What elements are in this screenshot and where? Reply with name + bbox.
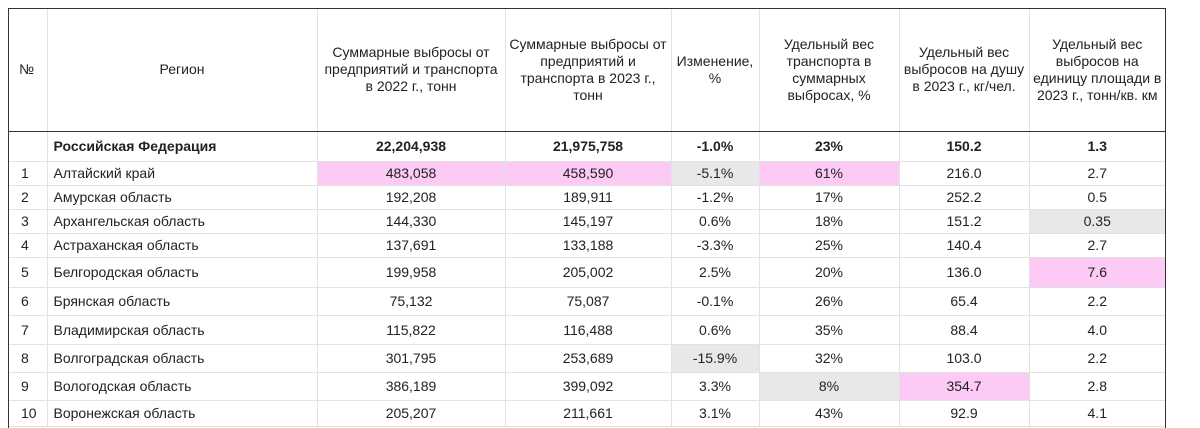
header-per-area: Удельный вес выбросов на единицу площади в 2023 г., тонн/кв. км	[1029, 9, 1165, 131]
cell-emissions-2023: 458,590	[505, 161, 671, 185]
cell-emissions-2022: 386,189	[317, 372, 505, 400]
cell-num: 6	[9, 287, 47, 315]
cell-per-area: 2.2	[1029, 287, 1165, 315]
cell-region: Волгоградская область	[47, 344, 317, 372]
cell-emissions-2023: 116,488	[505, 315, 671, 344]
cell-num: 9	[9, 372, 47, 400]
header-region: Регион	[47, 9, 317, 131]
table-row	[9, 315, 1165, 344]
header-change: Изменение, %	[671, 9, 759, 131]
total-region: Российская Федерация	[47, 131, 317, 161]
cell-emissions-2023: 253,689	[505, 344, 671, 372]
cell-change: 3.3%	[671, 372, 759, 400]
cell-change: -0.1%	[671, 287, 759, 315]
cell-emissions-2023: 211,661	[505, 400, 671, 426]
table-row	[9, 185, 1165, 209]
cell-per-capita: 216.0	[899, 161, 1029, 185]
cell-change: 3.1%	[671, 400, 759, 426]
cell-num: 8	[9, 344, 47, 372]
cell-per-capita: 140.4	[899, 233, 1029, 257]
cell-region: Владимирская область	[47, 315, 317, 344]
table-row	[9, 233, 1165, 257]
cell-region: Алтайский край	[47, 161, 317, 185]
cell-per-area: 2.2	[1029, 344, 1165, 372]
cell-per-capita: 354.7	[899, 372, 1029, 400]
cell-transport-share: 61%	[759, 161, 899, 185]
cell-change: -15.9%	[671, 344, 759, 372]
cell-emissions-2022: 192,208	[317, 185, 505, 209]
total-transport-share: 23%	[759, 131, 899, 161]
cell-transport-share: 25%	[759, 233, 899, 257]
cell-per-capita: 92.9	[899, 400, 1029, 426]
cell-emissions-2023: 145,197	[505, 209, 671, 233]
table-row-total	[9, 131, 1165, 161]
total-change: -1.0%	[671, 131, 759, 161]
cell-per-area: 0.5	[1029, 185, 1165, 209]
cell-transport-share: 20%	[759, 257, 899, 287]
table-row	[9, 400, 1165, 426]
cell-change: -1.2%	[671, 185, 759, 209]
cell-transport-share: 26%	[759, 287, 899, 315]
cell-per-area: 2.7	[1029, 233, 1165, 257]
cell-num: 2	[9, 185, 47, 209]
header-transport-share: Удельный вес транспорта в суммарных выбросах, %	[759, 9, 899, 131]
header-num: №	[9, 9, 47, 131]
cell-per-capita: 103.0	[899, 344, 1029, 372]
cell-per-capita: 136.0	[899, 257, 1029, 287]
cell-emissions-2022: 137,691	[317, 233, 505, 257]
cell-per-capita: 151.2	[899, 209, 1029, 233]
cell-emissions-2022: 483,058	[317, 161, 505, 185]
emissions-table	[9, 9, 1165, 427]
cell-transport-share: 8%	[759, 372, 899, 400]
cell-region: Амурская область	[47, 185, 317, 209]
total-emissions-2023: 21,975,758	[505, 131, 671, 161]
header-emissions-2023: Суммарные выбросы от предприятий и транспорта в 2023 г., тонн	[505, 9, 671, 131]
cell-transport-share: 35%	[759, 315, 899, 344]
total-emissions-2022: 22,204,938	[317, 131, 505, 161]
table-row	[9, 372, 1165, 400]
cell-change: -5.1%	[671, 161, 759, 185]
cell-num: 10	[9, 400, 47, 426]
cell-region: Воронежская область	[47, 400, 317, 426]
table-row	[9, 287, 1165, 315]
cell-region: Астраханская область	[47, 233, 317, 257]
cell-per-area: 0.35	[1029, 209, 1165, 233]
cell-emissions-2022: 75,132	[317, 287, 505, 315]
cell-change: -3.3%	[671, 233, 759, 257]
cell-per-area: 4.0	[1029, 315, 1165, 344]
header-emissions-2022: Суммарные выбросы от предприятий и транспорта в 2022 г., тонн	[317, 9, 505, 131]
table-row	[9, 209, 1165, 233]
cell-emissions-2022: 144,330	[317, 209, 505, 233]
table-row	[9, 344, 1165, 372]
cell-emissions-2023: 189,911	[505, 185, 671, 209]
cell-num: 3	[9, 209, 47, 233]
cell-per-area: 4.1	[1029, 400, 1165, 426]
cell-emissions-2022: 115,822	[317, 315, 505, 344]
total-per-capita: 150.2	[899, 131, 1029, 161]
total-per-area: 1.3	[1029, 131, 1165, 161]
cell-per-capita: 65.4	[899, 287, 1029, 315]
cell-change: 0.6%	[671, 315, 759, 344]
cell-region: Белгородская область	[47, 257, 317, 287]
cell-emissions-2022: 205,207	[317, 400, 505, 426]
cell-transport-share: 17%	[759, 185, 899, 209]
cell-region: Архангельская область	[47, 209, 317, 233]
emissions-table-container	[8, 8, 1166, 428]
cell-emissions-2023: 399,092	[505, 372, 671, 400]
cell-per-area: 2.7	[1029, 161, 1165, 185]
cell-emissions-2023: 133,188	[505, 233, 671, 257]
cell-per-area: 2.8	[1029, 372, 1165, 400]
cell-emissions-2022: 301,795	[317, 344, 505, 372]
cell-change: 0.6%	[671, 209, 759, 233]
table-header-row	[9, 9, 1165, 131]
cell-transport-share: 32%	[759, 344, 899, 372]
cell-per-capita: 252.2	[899, 185, 1029, 209]
cell-region: Вологодская область	[47, 372, 317, 400]
cell-emissions-2023: 205,002	[505, 257, 671, 287]
cell-num: 7	[9, 315, 47, 344]
cell-transport-share: 18%	[759, 209, 899, 233]
table-row	[9, 257, 1165, 287]
cell-emissions-2023: 75,087	[505, 287, 671, 315]
table-row	[9, 161, 1165, 185]
header-per-capita: Удельный вес выбросов на душу в 2023 г., кг/чел.	[899, 9, 1029, 131]
cell-per-area: 7.6	[1029, 257, 1165, 287]
cell-change: 2.5%	[671, 257, 759, 287]
cell-num: 1	[9, 161, 47, 185]
total-num	[9, 131, 47, 161]
cell-per-capita: 88.4	[899, 315, 1029, 344]
cell-transport-share: 43%	[759, 400, 899, 426]
cell-num: 5	[9, 257, 47, 287]
cell-emissions-2022: 199,958	[317, 257, 505, 287]
cell-region: Брянская область	[47, 287, 317, 315]
cell-num: 4	[9, 233, 47, 257]
